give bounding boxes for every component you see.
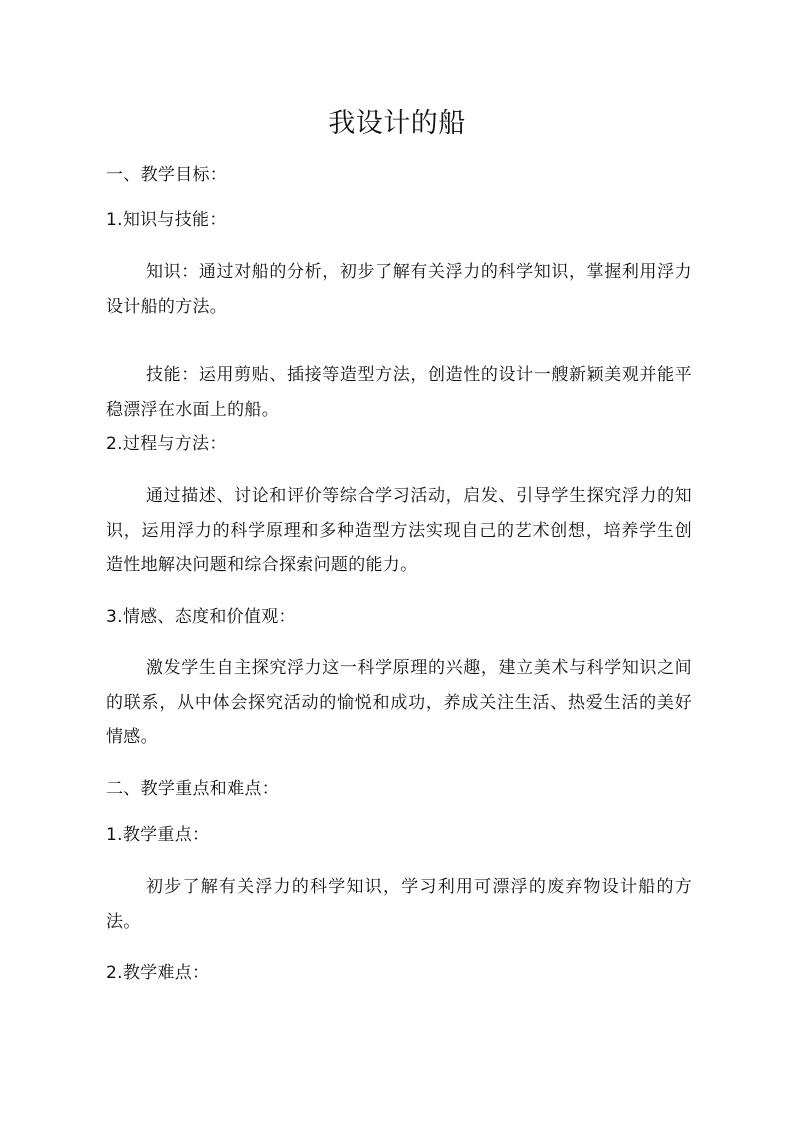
paragraph-key-point: 初步了解有关浮力的科学知识，学习利用可漂浮的废弃物设计船的方法。 [106, 877, 692, 932]
paragraph-emotion: 激发学生自主探究浮力这一科学原理的兴趣，建立美术与科学知识之间的联系，从中体会探究活动的愉悦和成功，养成关注生活、热爱生活的美好情感。 [106, 658, 692, 747]
paragraph-skill: 技能：运用剪贴、插接等造型方法，创造性的设计一艘新颖美观并能平稳漂浮在水面上的船。 [106, 365, 692, 420]
subheading-emotion: 3.情感、态度和价值观： [106, 607, 296, 627]
subheading-difficulty: 2.教学难点： [106, 963, 210, 983]
heading-objectives: 一、教学目标： [106, 165, 228, 185]
subheading-key-point: 1.教学重点： [106, 825, 210, 845]
document-title: 我设计的船 [328, 108, 466, 139]
subheading-process-method: 2.过程与方法： [106, 434, 227, 454]
heading-key-points: 二、教学重点和难点： [106, 779, 279, 799]
paragraph-process: 通过描述、讨论和评价等综合学习活动，启发、引导学生探究浮力的知识，运用浮力的科学原理和多种造型方法实现自己的艺术创想，培养学生创造性地解决问题和综合探索问题的能力。 [106, 486, 692, 575]
subheading-knowledge-skills: 1.知识与技能： [106, 210, 227, 230]
paragraph-knowledge: 知识：通过对船的分析，初步了解有关浮力的科学知识，掌握利用浮力设计船的方法。 [106, 262, 692, 317]
